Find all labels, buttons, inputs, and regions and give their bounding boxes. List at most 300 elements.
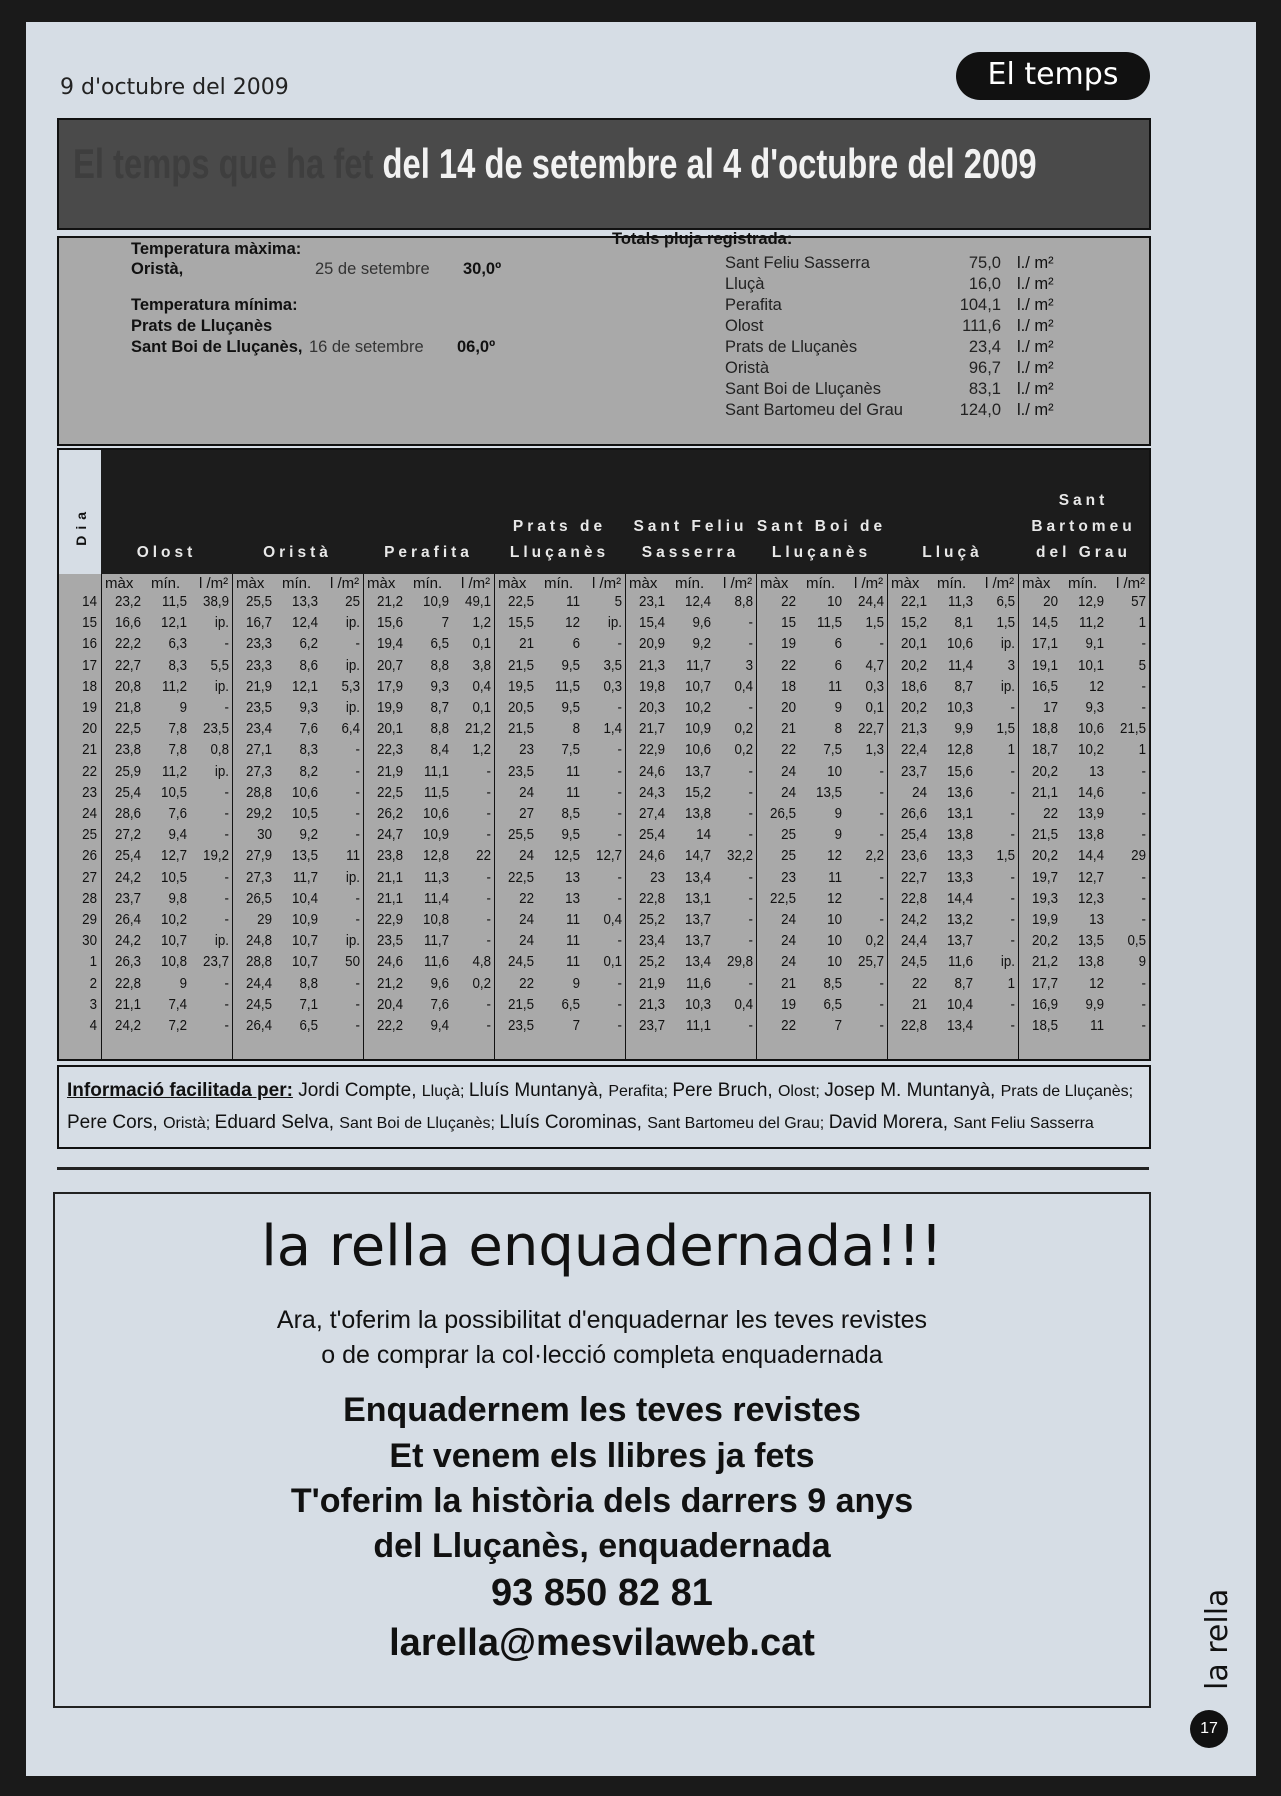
day-cell: 2 [89, 975, 97, 992]
sub-rain: l /m² [592, 575, 622, 592]
table-cell: 11,2 [1079, 615, 1104, 632]
table-cell: 22,1 [901, 594, 927, 610]
sub-max: màx [760, 575, 789, 592]
table-cell: 12,5 [554, 848, 580, 865]
rain-totals-label: Totals pluja registrada: [612, 230, 793, 248]
table-cell: 20,7 [377, 657, 403, 674]
table-cell: 25,2 [639, 912, 665, 928]
credit-name: David Morera, [828, 1112, 954, 1133]
sub-rain: l /m² [854, 575, 884, 592]
table-cell: 20,2 [901, 700, 927, 716]
ad-bold-2: Et venem els llibres ja fets [389, 1437, 815, 1475]
table-cell: 24 [519, 848, 534, 865]
table-cell: 28,6 [115, 806, 141, 822]
table-cell: 25,4 [901, 827, 927, 844]
table-cell: 0,5 [1127, 933, 1146, 950]
max-temp-label: Temperatura màxima: [131, 240, 302, 258]
table-cell: 24,3 [639, 784, 665, 801]
table-cell: 9,9 [954, 721, 973, 738]
table-cell: 6,5 [430, 636, 449, 653]
table-cell: 13,8 [685, 806, 711, 822]
sub-min: mín. [937, 575, 967, 592]
rain-unit: l./ m² [1017, 296, 1054, 314]
table-cell: 13 [1089, 912, 1104, 928]
table-cell: - [355, 742, 360, 759]
table-cell: 0,4 [603, 912, 622, 928]
table-cell: 8,8 [430, 721, 449, 738]
table-cell: 9,1 [1085, 636, 1104, 653]
table-cell: 22 [781, 657, 796, 674]
table-cell: 21,7 [639, 721, 665, 738]
min-temp-date: 16 de setembre [309, 338, 424, 356]
day-cell: 26 [82, 848, 97, 865]
sub-max: màx [629, 575, 658, 592]
sub-rain: l /m² [1116, 575, 1146, 592]
day-cell: 1 [89, 954, 97, 971]
table-cell: 24,2 [115, 869, 141, 886]
table-cell: 19,5 [508, 678, 534, 695]
table-cell: - [355, 975, 360, 992]
day-cell: 27 [82, 869, 97, 886]
table-cell: - [1010, 1018, 1015, 1034]
table-cell: 12,7 [1078, 869, 1104, 886]
table-cell: 1,2 [472, 742, 491, 759]
table-cell: 18,7 [1032, 742, 1058, 759]
table-cell: 9,6 [430, 975, 449, 992]
table-cell: 12 [1089, 975, 1104, 992]
table-cell: 1 [1007, 975, 1015, 992]
table-cell: 11 [566, 594, 580, 610]
credit-name: Eduard Selva, [214, 1112, 340, 1133]
table-cell: 22,8 [639, 890, 665, 907]
day-cell: 14 [82, 594, 97, 610]
table-cell: 22 [519, 975, 534, 992]
table-cell: - [1010, 784, 1015, 801]
sub-max: màx [891, 575, 920, 592]
table-cell: 13,5 [1078, 933, 1104, 950]
table-cell: 16,9 [1032, 996, 1058, 1013]
table-cell: - [1010, 996, 1015, 1013]
table-cell: 14,4 [1078, 848, 1104, 865]
table-cell: - [617, 763, 622, 780]
table-cell: 29,2 [246, 806, 272, 822]
table-cell: 5 [614, 594, 622, 610]
table-cell: 9,9 [1085, 996, 1104, 1013]
credit-place: Olost; [777, 1083, 825, 1100]
table-cell: 30 [257, 827, 272, 844]
station-name-line: Lluçanès [509, 544, 610, 561]
table-cell: - [486, 806, 491, 822]
table-cell: 25,4 [115, 784, 141, 801]
sub-min: mín. [151, 575, 181, 592]
table-cell: 21,5 [508, 657, 534, 674]
table-cell: 6,5 [561, 996, 580, 1013]
table-cell: 22 [781, 742, 796, 759]
rain-unit: l./ m² [1017, 338, 1054, 356]
table-cell: 12,9 [1078, 594, 1104, 610]
table-cell: 13,3 [292, 594, 318, 610]
table-cell: 7,4 [168, 996, 187, 1013]
table-cell: 8,7 [954, 975, 973, 992]
table-cell: 10,6 [685, 742, 711, 759]
table-cell: 23,5 [203, 721, 229, 738]
table-row [59, 785, 1149, 806]
rain-place: Sant Boi de Lluçanès [725, 380, 881, 398]
station-name-line: Sant Feliu [633, 518, 748, 535]
table-cell: 22,8 [901, 890, 927, 907]
table-cell: - [1141, 975, 1146, 992]
sub-min: mín. [675, 575, 705, 592]
table-cell: 20,1 [901, 636, 927, 653]
table-cell: 22 [476, 848, 491, 865]
credit-place: Lluçà; [421, 1083, 469, 1100]
table-cell: - [1141, 996, 1146, 1013]
min-temp-place-2: Sant Boi de Lluçanès, [131, 338, 303, 356]
table-row [59, 1018, 1149, 1039]
table-cell: 11,1 [686, 1018, 711, 1034]
table-cell: - [617, 933, 622, 950]
table-cell: 19,4 [377, 636, 403, 653]
table-cell: 26,6 [901, 806, 927, 822]
table-cell: 11,5 [817, 615, 842, 632]
table-cell: 10,5 [161, 784, 187, 801]
table-cell: 24,4 [246, 975, 272, 992]
table-cell: 24,5 [901, 954, 927, 971]
table-cell: - [879, 912, 884, 928]
credit-place: Sant Feliu Sasserra [953, 1115, 1094, 1132]
day-cell: 16 [82, 636, 97, 653]
min-temp-label: Temperatura mínima: [131, 296, 298, 314]
table-cell: - [355, 890, 360, 907]
table-cell: 26,2 [377, 806, 403, 822]
table-cell: 14,4 [947, 890, 973, 907]
rain-place: Prats de Lluçanès [725, 338, 858, 356]
table-cell: 0,1 [472, 700, 491, 716]
table-cell: 29 [257, 912, 272, 928]
table-cell: 21,2 [377, 975, 403, 992]
table-cell: 8 [572, 721, 580, 738]
credit-place: Sant Boi de Lluçanès; [339, 1115, 500, 1132]
banner-title-bold: del 14 de setembre al 4 d'octubre del 2009 [373, 140, 1037, 187]
table-cell: 21 [912, 996, 927, 1013]
table-cell: 24,6 [639, 763, 665, 780]
table-cell: 14,5 [1032, 615, 1058, 632]
table-cell: 21,5 [1032, 827, 1058, 844]
table-cell: - [748, 975, 753, 992]
sub-max: màx [367, 575, 396, 592]
table-cell: 12,4 [685, 594, 711, 610]
page-number: 17 [1190, 1710, 1228, 1748]
table-cell: - [617, 636, 622, 653]
table-cell: 22,7 [115, 657, 141, 674]
table-cell: 13,1 [685, 890, 711, 907]
rain-value: 111,6 [962, 317, 1001, 335]
table-cell: 14,7 [685, 848, 711, 865]
table-cell: 9 [179, 700, 187, 716]
table-cell: 21,2 [465, 721, 491, 738]
table-cell: 8,8 [430, 657, 449, 674]
table-cell: - [1141, 784, 1146, 801]
table-cell: - [355, 1018, 360, 1034]
table-cell: - [879, 996, 884, 1013]
table-cell: 8,3 [168, 657, 187, 674]
table-cell: 12,1 [292, 678, 318, 695]
table-cell: 28,8 [246, 784, 272, 801]
table-cell: 1,3 [865, 742, 884, 759]
table-cell: 11 [566, 763, 580, 780]
table-cell: 9 [834, 806, 842, 822]
table-cell: 24,5 [508, 954, 534, 971]
table-cell: 12,3 [1078, 890, 1104, 907]
table-cell: - [1141, 890, 1146, 907]
table-cell: - [355, 763, 360, 780]
table-cell: 22,5 [508, 594, 534, 610]
table-cell: 9 [834, 827, 842, 844]
table-row [59, 679, 1149, 700]
table-cell: 9,5 [561, 700, 580, 716]
table-cell: 25,5 [508, 827, 534, 844]
table-cell: 22,3 [377, 742, 403, 759]
table-cell: - [1141, 827, 1146, 844]
table-cell: 7,8 [168, 742, 187, 759]
table-cell: - [1141, 806, 1146, 822]
table-cell: 7 [441, 615, 449, 632]
table-cell: - [1141, 700, 1146, 716]
table-cell: 38,9 [203, 594, 229, 610]
table-cell: 22,4 [901, 742, 927, 759]
table-cell: 13 [1089, 763, 1104, 780]
table-cell: 13,8 [1078, 827, 1104, 844]
table-cell: 25 [781, 848, 796, 865]
table-cell: 11,6 [948, 954, 973, 971]
table-cell: 13,7 [947, 933, 973, 950]
table-cell: 12 [827, 848, 842, 865]
table-cell: 12,7 [161, 848, 187, 865]
rain-value: 75,0 [968, 254, 1001, 272]
table-cell: 1,5 [996, 615, 1015, 632]
table-cell: 27,4 [639, 806, 665, 822]
station-name-line: Sant Boi de [756, 518, 887, 535]
table-cell: 22,5 [508, 869, 534, 886]
sub-max: màx [1022, 575, 1051, 592]
table-cell: 23,7 [901, 763, 927, 780]
table-cell: 15,2 [901, 615, 927, 632]
station-name [232, 540, 363, 566]
sub-rain: l /m² [461, 575, 491, 592]
table-cell: - [1010, 933, 1015, 950]
sub-max: màx [498, 575, 527, 592]
table-cell: - [1010, 763, 1015, 780]
station-name-line: Perafita [384, 544, 473, 561]
table-cell: 10,6 [423, 806, 449, 822]
table-cell: 11 [566, 784, 580, 801]
divider [57, 1167, 1149, 1170]
table-cell: - [879, 784, 884, 801]
ad-bold-1: Enquadernem les teves revistes [343, 1391, 861, 1429]
station-name-line: Olost [136, 544, 197, 561]
table-cell: 8,1 [954, 615, 973, 632]
table-cell: 24,2 [115, 1018, 141, 1034]
table-cell: 19 [781, 996, 796, 1013]
table-cell: 8,4 [430, 742, 449, 759]
table-cell: 20,3 [639, 700, 665, 716]
table-cell: 24 [519, 912, 534, 928]
sub-min: mín. [544, 575, 574, 592]
table-cell: 27,2 [115, 827, 141, 844]
table-cell: 12 [1089, 678, 1104, 695]
table-cell: 25,9 [115, 763, 141, 780]
table-cell: 25,5 [246, 594, 272, 610]
table-cell: - [224, 827, 229, 844]
info-label: Informació facilitada per: [67, 1080, 293, 1101]
table-cell: 11 [566, 954, 580, 971]
table-cell: 4,8 [472, 954, 491, 971]
table-cell: - [748, 1018, 753, 1034]
table-cell: 8,3 [299, 742, 318, 759]
table-cell: 15,4 [639, 615, 665, 632]
table-cell: 26,3 [115, 954, 141, 971]
table-cell: 26,5 [770, 806, 796, 822]
table-cell: 13,3 [947, 848, 973, 865]
table-cell: 21,2 [377, 594, 403, 610]
station-name-line: Lluçà [922, 544, 983, 561]
table-cell: - [748, 615, 753, 632]
table-cell: 15 [781, 615, 796, 632]
table-cell: 0,3 [865, 678, 884, 695]
table-cell: - [617, 869, 622, 886]
ad-phone: 93 850 82 81 [491, 1572, 713, 1614]
table-cell: 1,5 [865, 615, 884, 632]
table-cell: 13,6 [947, 784, 973, 801]
credit-place: Perafita; [608, 1083, 673, 1100]
rain-place: Olost [725, 317, 764, 335]
table-cell: 1,4 [603, 721, 622, 738]
table-cell: 32,2 [727, 848, 753, 865]
table-cell: 10,3 [947, 700, 973, 716]
table-cell: 0,1 [472, 636, 491, 653]
table-cell: - [748, 827, 753, 844]
ad-bold-4: del Lluçanès, enquadernada [373, 1527, 831, 1565]
table-cell: 14,6 [1078, 784, 1104, 801]
table-cell: 23 [650, 869, 665, 886]
table-row [59, 636, 1149, 657]
table-cell: 10,9 [685, 721, 711, 738]
table-row [59, 870, 1149, 891]
info-credits [57, 1065, 1151, 1149]
table-cell: ip. [214, 933, 229, 950]
table-cell: 10,7 [161, 933, 187, 950]
table-cell: - [879, 636, 884, 653]
table-cell: - [748, 763, 753, 780]
table-cell: - [748, 890, 753, 907]
table-cell: 11 [346, 848, 360, 865]
table-cell: 22,5 [770, 890, 796, 907]
table-row [59, 806, 1149, 827]
table-cell: 24 [781, 933, 796, 950]
table-cell: 11 [566, 912, 580, 928]
table-cell: 7,6 [168, 806, 187, 822]
sub-rain: l /m² [985, 575, 1015, 592]
table-cell: - [486, 784, 491, 801]
table-cell: 7,6 [430, 996, 449, 1013]
day-cell: 17 [82, 657, 97, 674]
table-cell: 25,4 [639, 827, 665, 844]
table-cell: 27,3 [246, 869, 272, 886]
table-cell: 24 [912, 784, 927, 801]
table-cell: 2,2 [865, 848, 884, 865]
table-cell: 11,5 [162, 594, 187, 610]
credit-name: Josep M. Muntanyà, [824, 1080, 1001, 1101]
table-row [59, 933, 1149, 954]
ad-email: larella@mesvilaweb.cat [389, 1622, 815, 1664]
table-cell: 11,2 [162, 678, 187, 695]
table-cell: 21,9 [377, 763, 403, 780]
max-temp-value: 30,0º [463, 260, 502, 278]
table-cell: - [224, 912, 229, 928]
table-cell: 50 [345, 954, 360, 971]
rain-unit: l./ m² [1017, 359, 1054, 377]
table-cell: 9,3 [299, 700, 318, 716]
table-cell: 13,8 [947, 827, 973, 844]
table-cell: 6,5 [996, 594, 1015, 610]
table-cell: 13,9 [1078, 806, 1104, 822]
table-cell: 22 [519, 890, 534, 907]
table-cell: 1,5 [996, 721, 1015, 738]
table-cell: 10,7 [685, 678, 711, 695]
table-cell: - [748, 784, 753, 801]
table-cell: - [879, 869, 884, 886]
table-cell: 0,4 [734, 678, 753, 695]
table-cell: - [617, 742, 622, 759]
table-row [59, 848, 1149, 869]
sub-max: màx [105, 575, 134, 592]
table-cell: - [879, 890, 884, 907]
table-cell: 6,2 [299, 636, 318, 653]
table-cell: 22,8 [901, 1018, 927, 1034]
issue-date: 9 d'octubre del 2009 [60, 75, 289, 100]
rain-value: 124,0 [959, 401, 1001, 419]
table-cell: 3 [745, 657, 753, 674]
table-cell: - [1141, 636, 1146, 653]
table-cell: 12,1 [161, 615, 187, 632]
table-cell: 19,1 [1032, 657, 1058, 674]
table-cell: - [879, 827, 884, 844]
table-cell: 19,9 [1032, 912, 1058, 928]
table-cell: 15,5 [508, 615, 534, 632]
table-row [59, 891, 1149, 912]
table-cell: ip. [1000, 678, 1015, 695]
table-cell: - [617, 890, 622, 907]
table-cell: 22 [1043, 806, 1058, 822]
table-cell: 27,9 [246, 848, 272, 865]
table-cell: - [1141, 678, 1146, 695]
max-temp-date: 25 de setembre [315, 260, 430, 278]
table-cell: - [879, 806, 884, 822]
table-cell: 19,8 [639, 678, 665, 695]
table-cell: 8,8 [734, 594, 753, 610]
table-cell: 22 [781, 1018, 796, 1034]
table-cell: 13,5 [292, 848, 318, 865]
table-cell: 21,9 [246, 678, 272, 695]
table-cell: 12,4 [292, 615, 318, 632]
table-cell: 23,3 [246, 636, 272, 653]
station-name [625, 514, 756, 566]
table-cell: - [1141, 763, 1146, 780]
table-cell: 22 [781, 594, 796, 610]
table-cell: 20,9 [639, 636, 665, 653]
table-cell: 19,2 [203, 848, 229, 865]
table-cell: 21,1 [115, 996, 141, 1013]
